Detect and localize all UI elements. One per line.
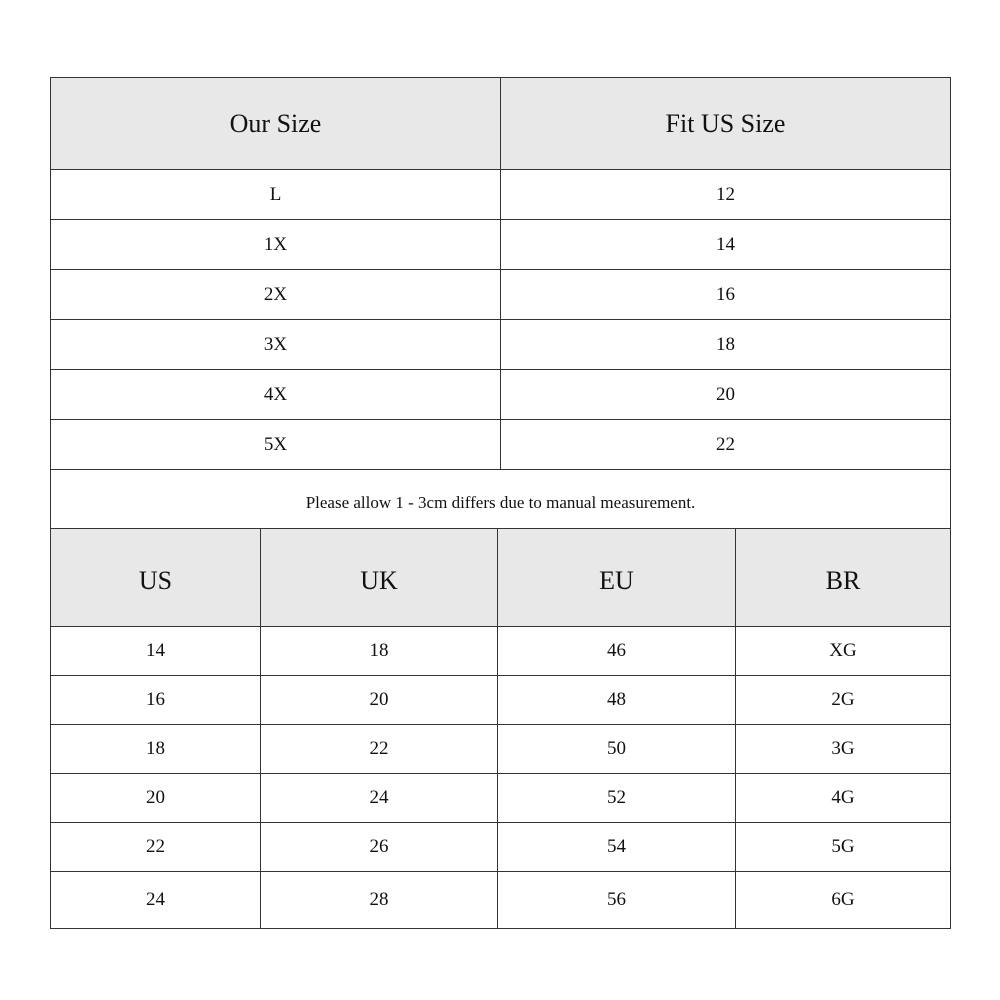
cell-our-size: 3X: [51, 320, 501, 370]
header-our-size: Our Size: [51, 78, 501, 170]
cell-eu: 48: [498, 676, 736, 725]
cell-eu: 52: [498, 774, 736, 823]
table-row: [51, 627, 951, 676]
cell-fit-us-size: 12: [501, 170, 951, 220]
cell-eu: 50: [498, 725, 736, 774]
table-row: [51, 220, 951, 270]
cell-our-size: L: [51, 170, 501, 220]
cell-us: 18: [51, 725, 261, 774]
table-row: [51, 270, 951, 320]
cell-uk: 22: [261, 725, 498, 774]
cell-our-size: 2X: [51, 270, 501, 320]
measurement-note: Please allow 1 - 3cm differs due to manual measurement.: [51, 470, 951, 531]
cell-uk: 26: [261, 823, 498, 872]
cell-fit-us-size: 20: [501, 370, 951, 420]
table-row: [51, 420, 951, 470]
cell-fit-us-size: 18: [501, 320, 951, 370]
table-row: [51, 872, 951, 929]
cell-us: 14: [51, 627, 261, 676]
cell-our-size: 1X: [51, 220, 501, 270]
table-row: [51, 170, 951, 220]
header-us: US: [51, 529, 261, 627]
note-row: [51, 470, 951, 531]
table-row: [51, 370, 951, 420]
cell-br: 5G: [736, 823, 951, 872]
cell-our-size: 4X: [51, 370, 501, 420]
table-header-row: [51, 78, 951, 170]
table-row: [51, 320, 951, 370]
cell-fit-us-size: 14: [501, 220, 951, 270]
table-header-row: [51, 529, 951, 627]
table-row: [51, 823, 951, 872]
cell-fit-us-size: 16: [501, 270, 951, 320]
size-conversion-table: [50, 77, 951, 531]
table-row: [51, 676, 951, 725]
cell-br: XG: [736, 627, 951, 676]
table-row: [51, 774, 951, 823]
cell-br: 6G: [736, 872, 951, 929]
header-eu: EU: [498, 529, 736, 627]
cell-us: 24: [51, 872, 261, 929]
cell-fit-us-size: 22: [501, 420, 951, 470]
cell-us: 22: [51, 823, 261, 872]
cell-us: 20: [51, 774, 261, 823]
header-uk: UK: [261, 529, 498, 627]
cell-uk: 18: [261, 627, 498, 676]
table-row: [51, 725, 951, 774]
cell-uk: 20: [261, 676, 498, 725]
cell-us: 16: [51, 676, 261, 725]
header-br: BR: [736, 529, 951, 627]
cell-eu: 56: [498, 872, 736, 929]
cell-uk: 28: [261, 872, 498, 929]
header-fit-us-size: Fit US Size: [501, 78, 951, 170]
cell-eu: 46: [498, 627, 736, 676]
cell-our-size: 5X: [51, 420, 501, 470]
cell-br: 4G: [736, 774, 951, 823]
cell-br: 2G: [736, 676, 951, 725]
cell-eu: 54: [498, 823, 736, 872]
country-size-table: [50, 528, 951, 929]
cell-br: 3G: [736, 725, 951, 774]
cell-uk: 24: [261, 774, 498, 823]
